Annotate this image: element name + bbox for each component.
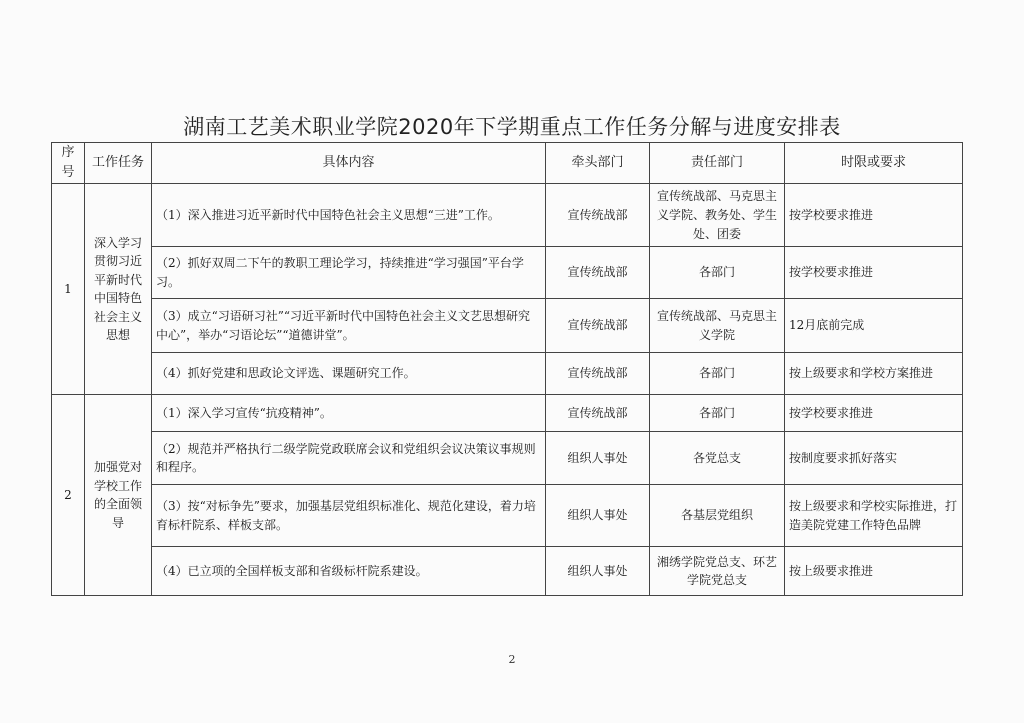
group-task: 加强党对学校工作的全面领导 (85, 395, 152, 596)
header-lead: 牵头部门 (546, 143, 650, 184)
responsible-cell: 湘绣学院党总支、环艺学院党总支 (650, 547, 785, 596)
deadline-cell: 按制度要求抓好落实 (785, 432, 963, 485)
responsible-cell: 各党总支 (650, 432, 785, 485)
table-row (52, 247, 963, 299)
deadline-cell: 按上级要求推进 (785, 547, 963, 596)
page-title: 湖南工艺美术职业学院2020年下学期重点工作任务分解与进度安排表 (183, 115, 841, 139)
deadline-cell: 12月底前完成 (785, 299, 963, 353)
deadline-cell: 按学校要求推进 (785, 184, 963, 247)
responsible-cell: 宣传统战部、马克思主义学院 (650, 299, 785, 353)
header-task: 工作任务 (85, 143, 152, 184)
group-index: 1 (52, 184, 85, 395)
table-row (52, 432, 963, 485)
table-row (52, 299, 963, 353)
deadline-cell: 按学校要求推进 (785, 395, 963, 432)
lead-cell: 组织人事处 (546, 547, 650, 596)
header-index: 序号 (52, 143, 85, 184)
lead-cell: 宣传统战部 (546, 184, 650, 247)
deadline-cell: 按上级要求和学校实际推进，打造美院党建工作特色品牌 (785, 485, 963, 547)
deadline-cell: 按学校要求推进 (785, 247, 963, 299)
table-row (52, 547, 963, 596)
responsible-cell: 各部门 (650, 353, 785, 395)
lead-cell: 宣传统战部 (546, 353, 650, 395)
content-cell: （1）深入学习宣传“抗疫精神”。 (152, 395, 546, 432)
header-deadline: 时限或要求 (785, 143, 963, 184)
table-row (52, 395, 963, 432)
responsible-cell: 宣传统战部、马克思主义学院、教务处、学生处、团委 (650, 184, 785, 247)
responsible-cell: 各部门 (650, 247, 785, 299)
table-row (52, 353, 963, 395)
lead-cell: 组织人事处 (546, 485, 650, 547)
content-cell: （3）按“对标争先”要求，加强基层党组织标准化、规范化建设，着力培育标杆院系、样板支部。 (152, 485, 546, 547)
lead-cell: 宣传统战部 (546, 395, 650, 432)
content-cell: （2）抓好双周二下午的教职工理论学习，持续推进“学习强国”平台学习。 (152, 247, 546, 299)
content-cell: （1）深入推进习近平新时代中国特色社会主义思想“三进”工作。 (152, 184, 546, 247)
content-cell: （2）规范并严格执行二级学院党政联席会议和党组织会议决策议事规则和程序。 (152, 432, 546, 485)
deadline-cell: 按上级要求和学校方案推进 (785, 353, 963, 395)
header-responsible: 责任部门 (650, 143, 785, 184)
lead-cell: 宣传统战部 (546, 247, 650, 299)
content-cell: （4）已立项的全国样板支部和省级标杆院系建设。 (152, 547, 546, 596)
responsible-cell: 各基层党组织 (650, 485, 785, 547)
group-index: 2 (52, 395, 85, 596)
content-cell: （4）抓好党建和思政论文评选、课题研究工作。 (152, 353, 546, 395)
group-task: 深入学习贯彻习近平新时代中国特色社会主义思想 (85, 184, 152, 395)
header-content: 具体内容 (152, 143, 546, 184)
table-row (52, 184, 963, 247)
responsible-cell: 各部门 (650, 395, 785, 432)
table-row (52, 485, 963, 547)
content-cell: （3）成立“习语研习社”“习近平新时代中国特色社会主义文艺思想研究中心”，举办“习语论坛”“道德讲堂”。 (152, 299, 546, 353)
task-table (51, 142, 963, 596)
header-row (52, 143, 963, 184)
page-number: 2 (508, 653, 516, 666)
lead-cell: 组织人事处 (546, 432, 650, 485)
lead-cell: 宣传统战部 (546, 299, 650, 353)
